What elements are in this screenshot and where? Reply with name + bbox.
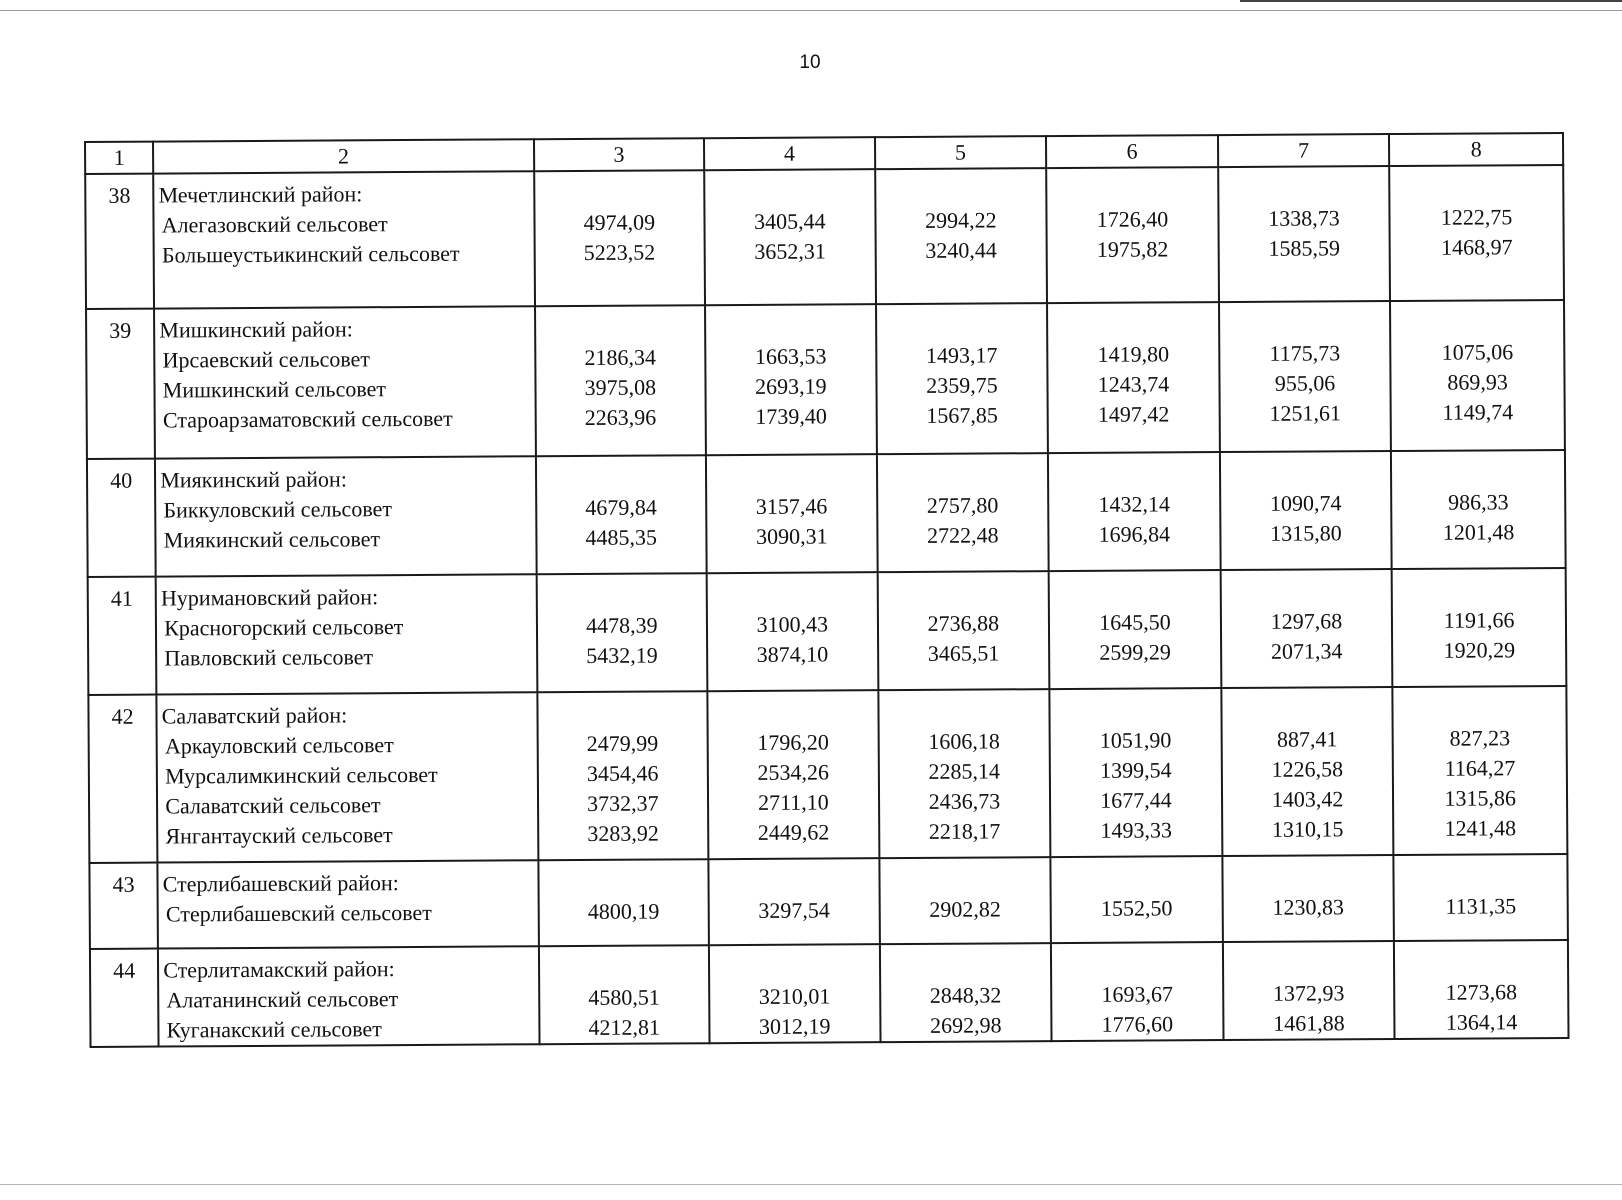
cell-value: 3012,19	[758, 1013, 831, 1039]
value-cell-c8	[1389, 165, 1564, 301]
table-row	[89, 854, 1567, 949]
council-name: Павловский сельсовет	[164, 644, 374, 671]
council-name: Куганакский сельсовет	[166, 1016, 382, 1043]
cell-value: 2711,10	[757, 789, 829, 815]
value-cell-c6	[1046, 167, 1218, 303]
value-cell-c3	[535, 305, 706, 456]
top-border-line-dark	[1240, 0, 1622, 2]
cell-value: 1677,44	[1100, 787, 1172, 813]
council-name: Староарзаматовский сельсовет	[162, 405, 453, 433]
value-cell-c6	[1047, 302, 1219, 453]
cell-value: 1241,48	[1444, 815, 1517, 841]
council-name: Янгантауский сельсовет	[165, 822, 393, 849]
cell-value: 4974,09	[583, 209, 656, 235]
cell-value: 1796,20	[757, 729, 829, 755]
district-title: Нуримановский район:	[160, 584, 379, 611]
cell-value: 3090,31	[755, 523, 828, 549]
cell-value: 1090,74	[1269, 490, 1342, 516]
cell-value: 1552,50	[1100, 895, 1173, 921]
value-cell-c4	[706, 454, 877, 573]
cell-value: 1493,33	[1100, 817, 1173, 843]
cell-value: 1164,27	[1444, 755, 1516, 781]
row-number: 44	[90, 949, 159, 1047]
cell-value: 2722,48	[926, 522, 999, 548]
cell-value: 1419,80	[1097, 341, 1170, 367]
council-name: Мишкинский сельсовет	[162, 376, 387, 403]
council-name: Биккуловский сельсовет	[163, 496, 392, 523]
table-row	[86, 300, 1565, 459]
value-cell-c3	[534, 170, 705, 306]
header-col-1: 1	[85, 142, 153, 174]
district-title: Мечетлинский район:	[158, 181, 363, 208]
value-cell-c5	[880, 943, 1052, 1042]
cell-value: 1251,61	[1269, 400, 1342, 426]
cell-value: 2994,22	[925, 207, 997, 233]
cell-value: 1131,35	[1445, 893, 1517, 919]
cell-value: 1975,82	[1096, 236, 1169, 262]
cell-value: 1585,59	[1268, 235, 1341, 261]
cell-value: 1663,53	[754, 343, 827, 369]
cell-value: 1696,84	[1098, 521, 1171, 547]
cell-value: 1726,40	[1096, 206, 1169, 232]
cell-value: 4485,35	[585, 524, 658, 550]
cell-value: 4580,51	[588, 984, 660, 1010]
table-row	[88, 568, 1567, 695]
value-cell-c6	[1050, 688, 1223, 857]
district-title: Миякинский район:	[160, 466, 347, 493]
cell-value: 1075,06	[1441, 339, 1514, 365]
row-number: 42	[88, 695, 157, 863]
cell-value: 1051,90	[1099, 727, 1172, 753]
cell-value: 2599,29	[1099, 639, 1171, 665]
value-cell-c3	[538, 859, 709, 946]
value-cell-c8	[1393, 686, 1568, 855]
value-cell-c4	[707, 572, 878, 691]
council-name: Ирсаевский сельсовет	[162, 346, 371, 373]
value-cell-c5	[877, 453, 1049, 572]
row-number: 40	[87, 459, 156, 577]
value-cell-c7	[1223, 941, 1395, 1040]
council-name: Большеустьикинский сельсовет	[161, 240, 460, 268]
table-row	[88, 686, 1567, 863]
value-cell-c7	[1220, 451, 1392, 570]
cell-value: 1776,60	[1101, 1011, 1174, 1037]
cell-value: 955,06	[1274, 370, 1336, 396]
cell-value: 2757,80	[926, 492, 999, 518]
header-col-8: 8	[1389, 133, 1563, 166]
council-name: Стерлибашевский сельсовет	[165, 899, 432, 927]
cell-value: 2848,32	[929, 982, 1002, 1008]
page-number: 10	[799, 52, 821, 73]
data-table	[84, 132, 1570, 1048]
cell-value: 1920,29	[1443, 637, 1516, 663]
council-name: Алегазовский сельсовет	[161, 211, 388, 238]
cell-value: 1403,42	[1271, 786, 1344, 812]
cell-value: 986,33	[1448, 489, 1509, 515]
value-cell-c3	[536, 573, 707, 692]
cell-value: 3732,37	[587, 790, 659, 816]
district-name-cell	[158, 860, 539, 948]
header-col-2: 2	[153, 139, 534, 173]
value-cell-c6	[1048, 452, 1220, 571]
cell-value: 2479,99	[586, 730, 659, 756]
cell-value: 1222,75	[1440, 204, 1513, 230]
cell-value: 1364,14	[1445, 1009, 1518, 1035]
header-col-5: 5	[875, 136, 1047, 169]
cell-value: 4212,81	[588, 1014, 661, 1040]
cell-value: 4679,84	[585, 494, 657, 520]
cell-value: 3240,44	[925, 237, 997, 263]
top-border-line	[0, 10, 1622, 11]
row-number: 43	[89, 863, 158, 949]
district-name-cell	[155, 456, 536, 576]
cell-value: 3652,31	[754, 238, 826, 264]
cell-value: 2692,98	[929, 1012, 1002, 1038]
cell-value: 1310,15	[1271, 816, 1344, 842]
cell-value: 1567,85	[926, 402, 998, 428]
cell-value: 1468,97	[1440, 234, 1513, 260]
cell-value: 1273,68	[1445, 979, 1518, 1005]
cell-value: 887,41	[1276, 726, 1338, 752]
value-cell-c3	[538, 945, 709, 1044]
cell-value: 2218,17	[928, 818, 1001, 844]
cell-value: 3405,44	[754, 208, 826, 234]
value-cell-c8	[1391, 450, 1565, 569]
council-name: Мурсалимкинский сельсовет	[165, 761, 438, 789]
cell-value: 3975,08	[584, 374, 657, 400]
council-name: Салаватский сельсовет	[165, 792, 381, 819]
district-title: Стерлибашевский район:	[162, 870, 399, 897]
value-cell-c4	[708, 858, 879, 945]
cell-value: 1191,66	[1443, 607, 1515, 633]
value-cell-c8	[1390, 300, 1565, 451]
cell-value: 1645,50	[1099, 609, 1171, 635]
value-cell-c4	[704, 169, 875, 305]
value-cell-c5	[879, 857, 1051, 944]
header-col-4: 4	[704, 137, 875, 170]
table-row	[85, 165, 1564, 309]
council-name: Красногорский сельсовет	[164, 614, 404, 641]
council-name: Алатанинский сельсовет	[166, 986, 399, 1013]
cell-value: 1739,40	[755, 403, 827, 429]
cell-value: 1461,88	[1273, 1010, 1345, 1036]
cell-value: 2436,73	[928, 788, 1001, 814]
value-cell-c5	[875, 168, 1047, 304]
cell-value: 1432,14	[1098, 491, 1171, 517]
cell-value: 1399,54	[1099, 757, 1172, 783]
cell-value: 1606,18	[928, 728, 1000, 754]
value-cell-c3	[537, 691, 709, 860]
header-col-6: 6	[1046, 135, 1218, 168]
cell-value: 2186,34	[584, 344, 656, 370]
cell-value: 1149,74	[1442, 399, 1514, 425]
cell-value: 3210,01	[758, 983, 831, 1009]
row-number: 41	[88, 577, 157, 695]
cell-value: 3454,46	[586, 760, 659, 786]
row-number: 38	[85, 174, 154, 309]
cell-value: 3100,43	[756, 611, 829, 637]
value-cell-c7	[1221, 687, 1394, 856]
header-col-7: 7	[1218, 134, 1390, 167]
council-name: Аркауловский сельсовет	[164, 732, 394, 759]
cell-value: 1297,68	[1270, 608, 1343, 634]
district-title: Мишкинский район:	[159, 316, 353, 343]
bottom-border-line	[0, 1184, 1622, 1185]
district-name-cell	[154, 306, 535, 458]
cell-value: 1693,67	[1101, 981, 1174, 1007]
cell-value: 2736,88	[927, 610, 1000, 636]
value-cell-c5	[877, 571, 1049, 690]
cell-value: 1226,58	[1271, 756, 1344, 782]
cell-value: 1372,93	[1272, 980, 1345, 1006]
cell-value: 2263,96	[584, 404, 657, 430]
value-cell-c5	[878, 689, 1051, 858]
value-cell-c4	[709, 944, 880, 1043]
district-title: Салаватский район:	[161, 702, 348, 729]
row-number: 39	[86, 309, 155, 459]
value-cell-c6	[1051, 942, 1223, 1041]
value-cell-c7	[1219, 301, 1391, 452]
value-cell-c8	[1394, 940, 1568, 1039]
cell-value: 1230,83	[1272, 894, 1345, 920]
cell-value: 4478,39	[585, 612, 658, 638]
cell-value: 3465,51	[927, 640, 1000, 666]
district-name-cell	[156, 574, 537, 694]
cell-value: 5432,19	[586, 642, 658, 668]
cell-value: 1315,86	[1444, 785, 1517, 811]
value-cell-c8	[1392, 568, 1566, 687]
council-name: Миякинский сельсовет	[163, 526, 381, 553]
cell-value: 1175,73	[1269, 340, 1341, 366]
district-name-cell	[153, 171, 534, 308]
cell-value: 827,23	[1449, 725, 1511, 751]
cell-value: 1493,17	[925, 342, 998, 368]
value-cell-c6	[1051, 856, 1223, 943]
cell-value: 2359,75	[926, 372, 998, 398]
value-cell-c4	[707, 690, 879, 859]
value-cell-c8	[1394, 854, 1568, 941]
cell-value: 5223,52	[583, 239, 656, 265]
value-cell-c3	[535, 455, 706, 574]
cell-value: 3283,92	[587, 820, 659, 846]
cell-value: 3874,10	[756, 641, 829, 667]
cell-value: 2693,19	[755, 373, 827, 399]
cell-value: 3297,54	[758, 897, 830, 923]
cell-value: 1497,42	[1097, 401, 1170, 427]
value-cell-c7	[1222, 855, 1394, 942]
cell-value: 2534,26	[757, 759, 830, 785]
cell-value: 3157,46	[755, 493, 828, 519]
cell-value: 2285,14	[928, 758, 1001, 784]
header-col-3: 3	[534, 138, 705, 171]
cell-value: 4800,19	[587, 898, 660, 924]
cell-value: 1338,73	[1268, 205, 1340, 231]
value-cell-c5	[876, 303, 1048, 454]
cell-value: 1243,74	[1097, 371, 1170, 397]
cell-value: 1315,80	[1270, 520, 1342, 546]
cell-value: 869,93	[1447, 369, 1508, 395]
value-cell-c7	[1220, 569, 1392, 688]
cell-value: 2902,82	[929, 896, 1001, 922]
cell-value: 1201,48	[1442, 519, 1515, 545]
district-title: Стерлитамакский район:	[163, 956, 395, 983]
district-name-cell	[157, 692, 538, 862]
cell-value: 2071,34	[1270, 638, 1343, 664]
district-name-cell	[158, 946, 539, 1046]
value-cell-c6	[1049, 570, 1221, 689]
table-row	[87, 450, 1566, 577]
table-row	[90, 940, 1569, 1047]
cell-value: 2449,62	[757, 819, 830, 845]
value-cell-c7	[1218, 166, 1390, 302]
value-cell-c4	[705, 304, 876, 455]
